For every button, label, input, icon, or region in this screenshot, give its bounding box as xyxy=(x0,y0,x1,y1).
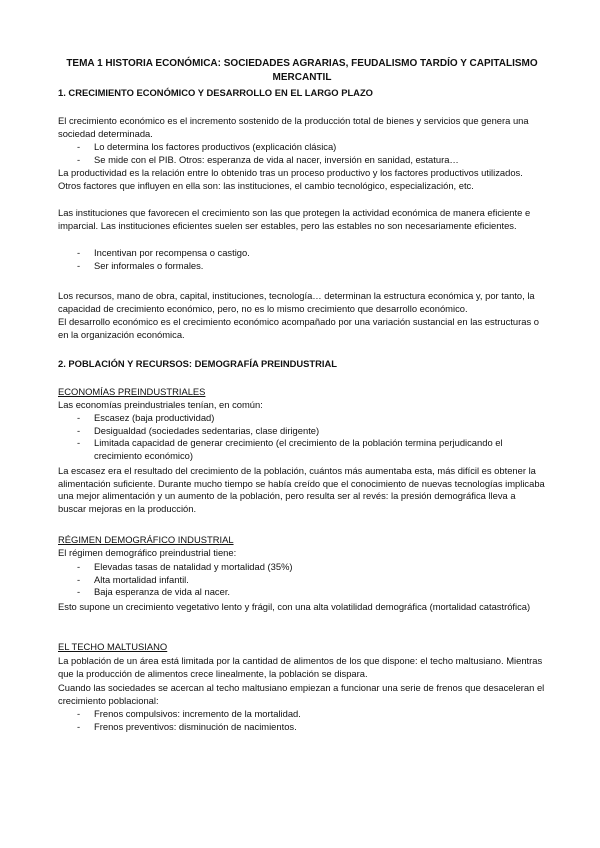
dash-bullet: - xyxy=(77,259,81,271)
list-item: - Escasez (baja productividad) xyxy=(77,412,215,423)
section-1-paragraph-3: Las instituciones que favorecen el crecimiento son las que protegen la actividad económica de manera eficiente e imparcial. Las instituciones eficientes suelen ser estables, pero las estables no son necesariamente eficientes. xyxy=(58,207,531,231)
list-item: - Frenos compulsivos: incremento de la mortalidad. xyxy=(77,708,301,719)
list-item: - Se mide con el PIB. Otros: esperanza de vida al nacer, inversión en sanidad, estatura… xyxy=(77,153,459,165)
dash-bullet: - xyxy=(77,573,81,585)
techo-list xyxy=(58,708,546,733)
list-item: - Desigualdad (sociedades sedentarias, clase dirigente) xyxy=(77,424,320,436)
techo-paragraph-2: Cuando las sociedades se acercan al techo maltusiano empiezan a funcionar una serie de frenos que desaceleran el crecimiento poblacional: xyxy=(58,682,545,706)
techo-paragraph-1: La población de un área está limitada por la cantidad de alimentos de los que dispone: el techo maltusiano. Mientras que la producción de alimentos crece linealmente, la población se dispara. xyxy=(58,655,543,679)
dash-bullet: - xyxy=(77,141,81,152)
list-item: - Baja esperanza de vida al nacer. xyxy=(77,586,231,598)
section-1-paragraph-5: El desarrollo económico es el crecimiento económico acompañado por una variación sustancial en las estructuras o en la organización económica. xyxy=(58,316,539,340)
regimen-list xyxy=(58,561,546,599)
subsection-intro: El régimen demográfico preindustrial tiene: xyxy=(58,547,237,558)
subsection-heading-regimen: RÉGIMEN DEMOGRÁFICO INDUSTRIAL xyxy=(58,534,234,545)
dash-bullet: - xyxy=(77,412,81,423)
dash-bullet: - xyxy=(77,561,81,572)
section-1-heading: 1. CRECIMIENTO ECONÓMICO Y DESARROLLO EN EL LARGO PLAZO xyxy=(58,87,373,98)
section-1-list-1 xyxy=(58,141,546,166)
section-2-heading: 2. POBLACIÓN Y RECURSOS: DEMOGRAFÍA PREINDUSTRIAL xyxy=(58,358,338,369)
regimen-paragraph: Esto supone un crecimiento vegetativo lento y frágil, con una alta volatilidad demográfica (mortalidad catastrófica) xyxy=(58,601,531,612)
economias-paragraph: La escasez era el resultado del crecimiento de la población, cuántos más aumentaba esta, más difícil es obtener la alimentación suficiente. Durante mucho tiempo se había creído que el conocimiento de nuevas tecnologías implicaba una mejor alimentación y un aumento de la población, pero resulta ser al revés: la presión demográfica lleva a buscar mejoras en la producción. xyxy=(58,465,545,514)
economias-list xyxy=(58,412,546,462)
list-item: - Lo determina los factores productivos (explicación clásica) xyxy=(77,141,337,152)
dash-bullet: - xyxy=(77,153,81,165)
dash-bullet: - xyxy=(77,708,81,719)
list-item: - Alta mortalidad infantil. xyxy=(77,573,189,585)
dash-bullet: - xyxy=(77,247,81,258)
section-1-paragraph-1: El crecimiento económico es el incremento sostenido de la producción total de bienes y servicios que genera una sociedad determinada. xyxy=(58,115,529,139)
list-item: - Incentivan por recompensa o castigo. xyxy=(77,247,250,258)
section-1-paragraph-2: La productividad es la relación entre lo obtenido tras un proceso productivo y los factores productivos utilizados. Otros factores que influyen en ella son: las instituciones, el cambio tecnológico, especialización, etc. xyxy=(58,167,523,191)
list-item: - Limitada capacidad de generar crecimiento (el crecimiento de la población termina perjudicando el crecimiento económico) xyxy=(77,437,503,461)
list-item: - Ser informales o formales. xyxy=(77,259,204,271)
subsection-intro: Las economías preindustriales tenían, en común: xyxy=(58,399,263,410)
dash-bullet: - xyxy=(77,424,81,436)
dash-bullet: - xyxy=(77,720,81,732)
list-item: - Frenos preventivos: disminución de nacimientos. xyxy=(77,720,297,732)
dash-bullet: - xyxy=(77,586,81,598)
list-item: - Elevadas tasas de natalidad y mortalidad (35%) xyxy=(77,561,293,572)
subsection-heading-techo: EL TECHO MALTUSIANO xyxy=(58,641,168,652)
document-title: TEMA 1 HISTORIA ECONÓMICA: SOCIEDADES AGRARIAS, FEUDALISMO TARDÍO Y CAPITALISMO MERCANTIL xyxy=(66,58,538,83)
section-1-list-2 xyxy=(58,247,546,272)
subsection-heading-economias: ECONOMÍAS PREINDUSTRIALES xyxy=(58,386,206,397)
section-1-paragraph-4: Los recursos, mano de obra, capital, instituciones, tecnología… determinan la estructura económica y, por tanto, la capacidad de crecimiento económico, pero, no es lo mismo crecimiento que desarrollo económico. xyxy=(58,290,535,314)
dash-bullet: - xyxy=(77,437,81,449)
